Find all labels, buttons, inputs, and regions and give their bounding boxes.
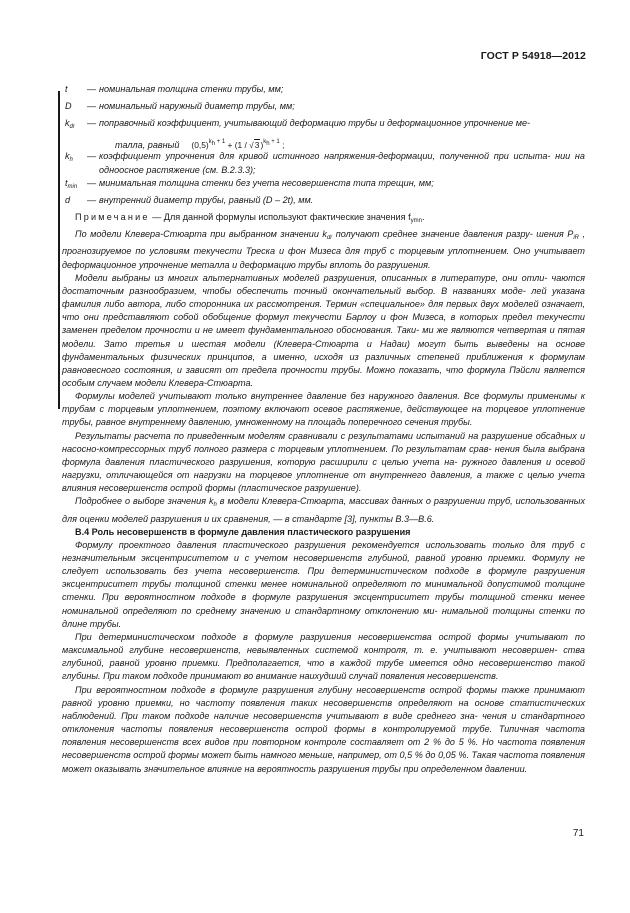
section-heading: В.4 Роль несовершенств в формуле давления пластического разрушения xyxy=(75,526,411,537)
definition-text: номинальная толщина стенки трубы, мм; xyxy=(99,84,284,94)
paragraph: Формулы моделей учитывают только внутреннее давление без наружного давления. Все формулы применимы к трубам с торцевым уплотнением, поэтому включают осевое растяжение, действующее на торцевое уплотнение трубы, равное внутреннему давлению, умноженному на площадь поперечного сечения трубы. xyxy=(62,391,585,428)
definition-D xyxy=(62,100,585,117)
standard-header: ГОСТ Р 54918—2012 xyxy=(480,50,586,62)
definition-kh xyxy=(62,150,585,176)
paragraph: При вероятностном подходе в формуле разрушения глубину несовершенств острой формы также принимают равной уровню приемки, но частоту появления таких несовершенств определяют на основе статистических наблюдений. При таком подходе наличие несовершенств учитывают в виде среднего зна- чения и стандартного отклонения частоты появления несовершенств острой формы в контролируемой трубе. Типичная частота появления несовершенств всех видов при повторном контроле составляет от 2 % до 5 %. Но частота появления несовершенств острой формы может быть намного меньше, например, от 0,5 % до 0,05 %. Такая частота появления может оказывать значительное влияние на вероятность разрушения трубы при определенном давлении. xyxy=(62,684,585,774)
note-label: Примечание xyxy=(75,212,150,223)
note: Примечание — Для данной формулы используют фактические значения $f_{ymn}$. xyxy=(75,212,425,225)
definition-dash: — xyxy=(87,177,97,188)
definition-tmin xyxy=(62,177,585,194)
paragraph: Результаты расчета по приведенным моделям сравнивали с результатами испытаний на разрушение обсадных и насосно-компрессорных труб полного размера с торцевым уплотнением. По результатам срав- нения была выбрана формула давления пластического разрушения, которую расширили с целью учета на- ружного давления и осевой нагрузки, отличающейся от нагрузки на торцевое уплотнение от внутреннего давления, а также с целью учета влияния несовершенств острой формы (пластическое разрушение). xyxy=(62,430,585,494)
definition-kdr xyxy=(62,117,585,134)
change-bar xyxy=(58,91,60,409)
definition-dash: — xyxy=(87,151,97,162)
definition-text: коэффициент упрочнения для кривой истинного напряжения-деформации, полученной при испыта- нии на одноосное растяжение (см. В.2.3.3); xyxy=(99,151,585,175)
definition-text: поправочный коэффициент, учитывающий деформацию трубы и деформационное упрочнение ме- xyxy=(99,118,531,129)
sqrt-radicand: 3 xyxy=(254,140,260,151)
definition-d xyxy=(62,194,585,211)
definition-text: номинальный наружный диаметр трубы, мм; xyxy=(99,101,295,112)
definition-text: внутренний диаметр трубы, равный (D – 2t), мм. xyxy=(99,194,314,205)
note-text: — Для данной формулы используют фактические значения f xyxy=(149,212,411,223)
paragraph-klever-stewart: По модели Клеверa-Стюарта при выбранном значении $k_{dr}$ получают среднее значение давления разру- шения $P_{iR}$ , прогнозируемое по условиям текучести Треска и фон Мизеса для труб с торцевым уплотнением. Оно учитывает деформационное упрочнение металла и деформацию трубы вплоть до разрушения. xyxy=(62,229,585,270)
formula-lead: талла, равный xyxy=(115,140,180,151)
definition-symbol: $k_{dr}$ xyxy=(65,118,75,131)
kdr-formula xyxy=(62,134,585,150)
definition-symbol: $k_h$ xyxy=(65,151,73,164)
paragraph: Формулу проектного давления пластического разрушения рекомендуется использовать только для труб с незначительным эксцентриситетом и с учетом несовершенств глубиной, равной уровню приемки. Формулу не следует использовать без учета несовершенств. При детерминистическом подходе в формуле разрушения эксцентриситет трубы толщиной стенки менее номинальной определяют по минимальной допустимой толщине стенки. При вероятностном подходе в формуле разрушения эксцентриситет трубы толщиной стенки менее номинальной определяют по среднему значению и стандартному отклонению ми- нимальной толщины стенки по длине трубы. xyxy=(62,539,585,629)
page-number: 71 xyxy=(572,828,584,839)
definition-dash: — xyxy=(87,101,97,112)
definition-dash: — xyxy=(87,118,97,129)
definition-text: минимальная толщина стенки без учета несовершенств типа трещин, мм; xyxy=(99,177,434,188)
definition-symbol: $t_{min}$ xyxy=(65,177,78,190)
definition-symbol: D xyxy=(65,101,72,112)
paragraph-kh: Подробнее о выборе значения $k_h$ в модели Клевера-Стюарта, массивах данных о разрушении труб, использованных для оценки моделей разрушения и их сравнения, — в стандарте [3], пункты В.3—В.6. xyxy=(62,496,586,524)
paragraph: При детерминистическом подходе в формуле разрушения несовершенства острой формы учитывают по максимальной глубине несовершенств, невыявленных системой контроля, т. е. учитывают несовершен- ства глубиной, равной уровню приемки. Предполагается, что в каждой трубе имеется одно несовершенство такой глубины. При таком подходе принимают во внимание наихудший случай появления несовершенств. xyxy=(62,631,585,682)
formula-expression: $(0,5)^{k_h + 1} + (1 / √3)^{k_h + 1}$ ; xyxy=(191,139,285,151)
paragraph: Модели выбраны из многих альтернативных моделей разрушения, описанных в литературе, они отли- чаются достаточным разнообразием, чтобы обеспечить точный окончательный выбор. В названиях моде- лей указана фамилия либо автора, либо сторонника их рассмотрения. Термин «специальное» для первых двух моделей означает, что они представляют собой обобщение формул текучести Барлоу и фон Мизеса, в которых предел текучести заменен пределом прочности и не имеет фундаментального обоснования. Таки- ми же являются четвертая и пятая модели. Зато третья и шестая модели (Клевера-Стюарта и Надаи) могут быть выведены на основе фундаментальных физических принципов, а именно, исходя из различных степеней приближения к формулам равновесного состояния, и зависят от предела прочности трубы. Можно показать, что формула Пэйсли является особым случаем модели Клевера-Стюарта. xyxy=(62,272,585,388)
definition-dash: — xyxy=(87,194,97,205)
definition-symbol: d xyxy=(65,194,71,205)
definition-dash: — xyxy=(87,84,97,94)
definition-t xyxy=(62,83,585,100)
definition-symbol: t xyxy=(65,84,68,94)
page-content xyxy=(62,83,585,776)
